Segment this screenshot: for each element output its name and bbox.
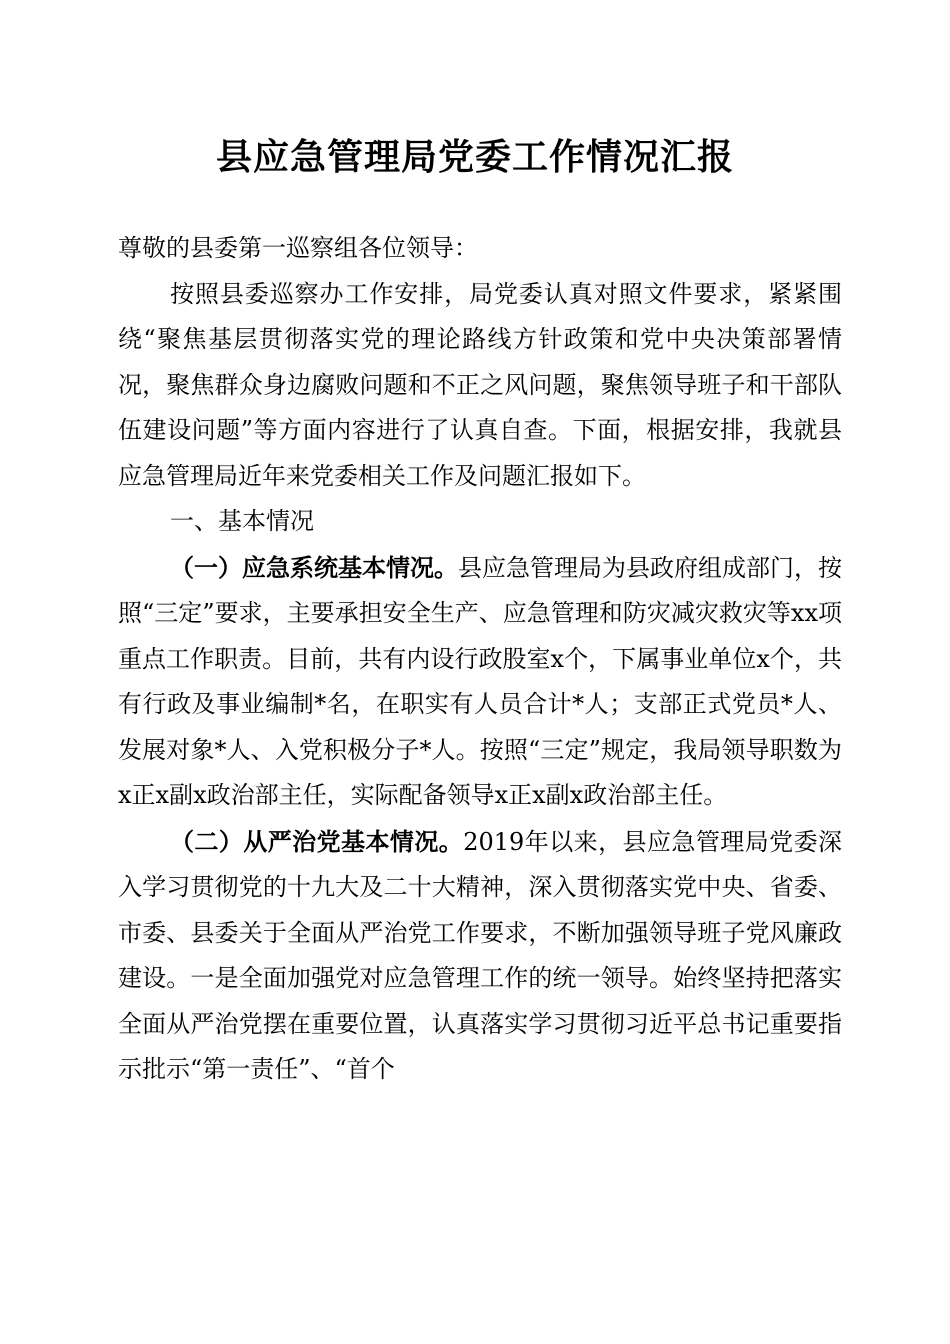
section-heading-basic-situation: 一、基本情况 <box>170 507 314 535</box>
document-body <box>118 226 842 1093</box>
salutation: 尊敬的县委第一巡察组各位领导： <box>118 234 478 262</box>
document-title: 县应急管理局党委工作情况汇报 <box>215 136 734 178</box>
subsection-heading-party-governance: （二）从严治党基本情况。 <box>170 826 464 856</box>
subsection-text-emergency-system: 县应急管理局为县政府组成部门，按照“三定”要求，主要承担安全生产、应急管理和防灾减灾救灾等xx项重点工作职责。目前，共有内设行政股室x个，下属事业单位x个，共有行政及事业编制*名，在职实有人员合计*人；支部正式党员*人、发展对象*人、入党积极分子*人。按照“三定”规定，我局领导职数为x正x副x政治部主任，实际配备领导x正x副x政治部主任。 <box>118 553 842 809</box>
subsection-paragraph-party-governance <box>118 819 842 1093</box>
intro-paragraph: 按照县委巡察办工作安排，局党委认真对照文件要求，紧紧围绕“聚焦基层贯彻落实党的理论路线方针政策和党中央决策部署情况，聚焦群众身边腐败问题和不正之风问题，聚焦领导班子和干部队伍建设问题”等方面内容进行了认真自查。下面，根据安排，我就县应急管理局近年来党委相关工作及问题汇报如下。 <box>118 279 842 490</box>
subsection-heading-emergency-system: （一）应急系统基本情况。 <box>170 552 458 582</box>
subsection-paragraph-emergency-system <box>118 545 842 819</box>
subsection-text-party-governance: 2019年以来，县应急管理局党委深入学习贯彻党的十九大及二十大精神，深入贯彻落实党中央、省委、市委、县委关于全面从严治党工作要求，不断加强领导班子党风廉政建设。一是全面加强党对应急管理工作的统一领导。始终坚持把落实全面从严治党摆在重要位置，认真落实学习贯彻习近平总书记重要指示批示“第一责任”、“首个 <box>118 827 843 1083</box>
